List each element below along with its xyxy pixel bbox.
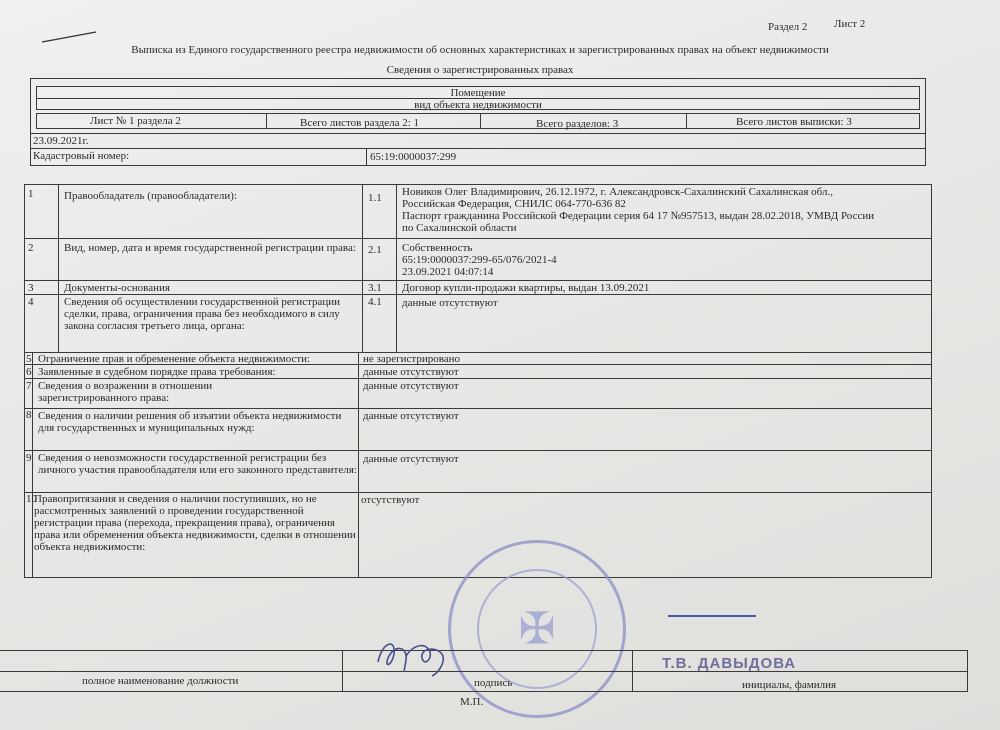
row-number: 8 [26, 409, 32, 421]
row-value: Собственность 65:19:0000037:299-65/076/2021-4 23.09.2021 04:07:14 [402, 242, 557, 278]
row-number: 9 [26, 452, 32, 464]
row-value: данные отсутствуют [363, 410, 459, 422]
cadastral-label: Кадастровый номер: [33, 150, 130, 162]
cadastral-number: 65:19:0000037:299 [370, 151, 457, 163]
row-value: не зарегистрировано [363, 353, 461, 365]
row-label: Сведения об осуществлении государственной регистрации сделки, права, ограничения права без необходимого в силу закона согласия третьего лица, органа: [64, 296, 341, 332]
object-type-caption: вид объекта недвижимости [414, 99, 542, 111]
document-subtitle: Сведения о зарегистрированных правах [386, 64, 574, 76]
position-caption: полное наименование должности [82, 675, 239, 687]
row-number: 7 [26, 380, 32, 392]
row-label: Правообладатель (правообладатели): [64, 190, 238, 202]
name-caption: инициалы, фамилия [742, 679, 837, 691]
row-value: данные отсутствуют [363, 453, 459, 465]
section-label: Раздел 2 [768, 21, 808, 33]
row-label: Сведения о невозможности государственной регистрации без личного участия правообладателя или его законного представителя: [38, 452, 357, 476]
row-number: 3 [28, 282, 34, 294]
signatory-name: Т.В. ДАВЫДОВА [662, 655, 797, 672]
object-type: Помещение [450, 87, 506, 99]
row-number: 10 [26, 493, 37, 505]
row-number: 6 [26, 366, 32, 378]
row-value: отсутствуют [361, 494, 420, 506]
row-value: данные отсутствуют [363, 366, 459, 378]
row-label: Сведения о возражении в отношении зарегистрированного права: [38, 380, 213, 404]
row-label: Документы-основания [64, 282, 170, 294]
row-value: данные отсутствуют [402, 297, 498, 309]
row-value: данные отсутствуют [363, 380, 459, 392]
ink-line [668, 615, 756, 617]
row-label: Вид, номер, дата и время государственной регистрации права: [64, 242, 356, 254]
document-title: Выписка из Единого государственного реестра недвижимости об основных характеристиках и зарегистрированных правах на объект недвижимости [131, 44, 829, 56]
row-value: Договор купли-продажи квартиры, выдан 13.09.2021 [402, 282, 650, 294]
sheet-label: Лист 2 [834, 18, 866, 30]
row-subnumber: 1.1 [368, 192, 382, 204]
row-subnumber: 2.1 [368, 244, 382, 256]
row-number: 2 [28, 242, 34, 254]
row-number: 5 [26, 353, 32, 365]
row-subnumber: 4.1 [368, 296, 382, 308]
row-value: Новиков Олег Владимирович, 26.12.1972, г. Александровск-Сахалинский Сахалинская обл., Российская Федерация, СНИЛС 064-770-636 82 Паспорт гражданина Российской Федерации серия 64 17 №957513, выдан 28.02.2018, УМВД России по Сахалинской области [402, 186, 875, 234]
handwritten-signature [370, 632, 460, 682]
signature-caption: подпись [474, 677, 513, 689]
row-label: Сведения о наличии решения об изъятии объекта недвижимости для государственных и муниципальных нужд: [38, 410, 342, 434]
row-label: Ограничение прав и обременение объекта недвижимости: [38, 353, 311, 365]
row-number: 1 [28, 188, 34, 200]
stamp-place-label: М.П. [460, 696, 484, 708]
meta-sheet-of-section: Лист № 1 раздела 2 [90, 115, 181, 127]
row-subnumber: 3.1 [368, 282, 382, 294]
row-label: Правопритязания и сведения о наличии поступивших, но не рассмотренных заявлений о проведении государственной регистрации права (перехода, прекращения права), ограничения права или обременения объекта недвижимости, сделки в отношении объекта недвижимости: [34, 493, 356, 553]
extract-date: 23.09.2021г. [33, 135, 89, 147]
meta-total-sheets-section: Всего листов раздела 2: 1 [300, 117, 420, 129]
meta-total-sheets: Всего листов выписки: 3 [736, 116, 852, 128]
row-label: Заявленные в судебном порядке права требования: [38, 366, 276, 378]
row-number: 4 [28, 296, 34, 308]
eagle-emblem-icon: ✠ [518, 604, 556, 654]
meta-total-sections: Всего разделов: 3 [536, 118, 619, 130]
